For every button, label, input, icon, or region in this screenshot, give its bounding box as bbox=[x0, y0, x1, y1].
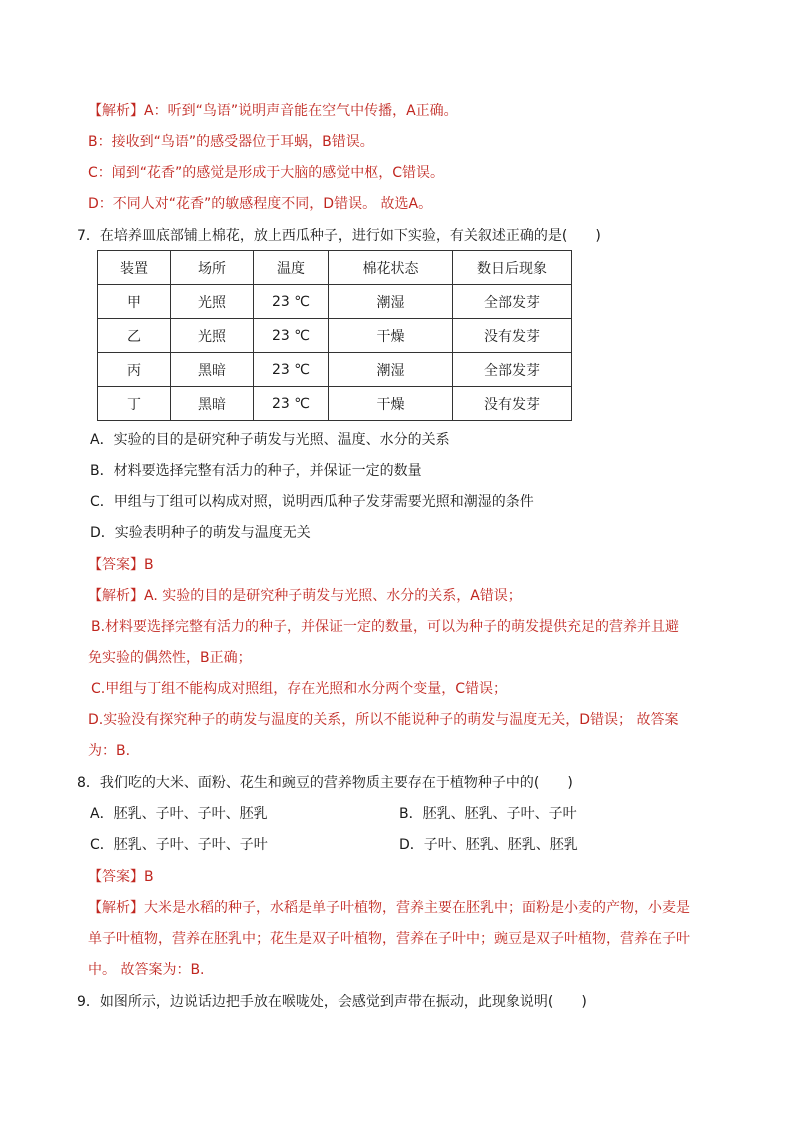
table-cell: 丙 bbox=[98, 353, 171, 387]
table-cell: 黑暗 bbox=[171, 353, 254, 387]
q7-analysis-line: 【解析】A. 实验的目的是研究种子萌发与光照、水分的关系，A错误； bbox=[88, 588, 522, 604]
table-cell: 23 ℃ bbox=[254, 353, 329, 387]
answer-label: 【答案】 bbox=[88, 869, 144, 885]
q8-analysis-line: 单子叶植物，营养在胚乳中；花生是双子叶植物，营养在子叶中；豌豆是双子叶植物，营养在子叶 bbox=[88, 931, 690, 947]
q8-option-c: C．胚乳、子叶、子叶、子叶 bbox=[90, 837, 268, 853]
q7-analysis-line: C.甲组与丁组不能构成对照组，存在光照和水分两个变量，C错误； bbox=[91, 681, 507, 697]
q6-analysis-b: B：接收到“鸟语”的感受器位于耳蜗，B错误。 bbox=[88, 134, 374, 150]
q7-option-d: D．实验表明种子的萌发与温度无关 bbox=[90, 525, 311, 541]
table-header-cell: 场所 bbox=[171, 251, 254, 285]
table-cell: 光照 bbox=[171, 285, 254, 319]
answer-value: B bbox=[144, 557, 154, 573]
table-cell: 乙 bbox=[98, 319, 171, 353]
q8-analysis-line: 【解析】大米是水稻的种子，水稻是单子叶植物，营养主要在胚乳中；面粉是小麦的产物，小麦是 bbox=[88, 900, 690, 916]
q7-analysis-line: B.材料要选择完整有活力的种子，并保证一定的数量，可以为种子的萌发提供充足的营养并且避 bbox=[91, 619, 680, 635]
table-cell: 23 ℃ bbox=[254, 387, 329, 421]
table-cell: 全部发芽 bbox=[453, 353, 572, 387]
q7-option-a: A．实验的目的是研究种子萌发与光照、温度、水分的关系 bbox=[90, 432, 450, 448]
q8-answer bbox=[88, 867, 154, 887]
table-header-cell: 棉花状态 bbox=[329, 251, 453, 285]
analysis-label: 【解析】 bbox=[88, 103, 144, 119]
q7-analysis-line: 免实验的偶然性，B正确； bbox=[88, 650, 252, 666]
q7-option-b: B．材料要选择完整有活力的种子，并保证一定的数量 bbox=[90, 463, 422, 479]
table-cell: 没有发芽 bbox=[453, 387, 572, 421]
table-cell: 黑暗 bbox=[171, 387, 254, 421]
q6-analysis-a: 【解析】A：听到“鸟语”说明声音能在空气中传播，A正确。 bbox=[88, 103, 458, 119]
table-header-cell: 数日后现象 bbox=[453, 251, 572, 285]
table-cell: 23 ℃ bbox=[254, 319, 329, 353]
table-row bbox=[98, 319, 572, 353]
analysis-label: 【解析】 bbox=[88, 588, 144, 604]
table-cell: 光照 bbox=[171, 319, 254, 353]
q7-answer bbox=[88, 555, 154, 575]
q8-option-d: D．子叶、胚乳、胚乳、胚乳 bbox=[399, 837, 578, 853]
q6-analysis-c: C：闻到“花香”的感觉是形成于大脑的感觉中枢，C错误。 bbox=[88, 165, 445, 181]
analysis-label: 【解析】 bbox=[88, 900, 144, 916]
answer-value: B bbox=[144, 869, 154, 885]
q8-analysis-line: 中。 故答案为：B. bbox=[88, 962, 205, 978]
table-cell: 没有发芽 bbox=[453, 319, 572, 353]
table-cell: 潮湿 bbox=[329, 353, 453, 387]
table-cell: 干燥 bbox=[329, 319, 453, 353]
table-row bbox=[98, 353, 572, 387]
table-cell: 干燥 bbox=[329, 387, 453, 421]
q6-analysis-d: D：不同人对“花香”的敏感程度不同，D错误。 故选A。 bbox=[88, 196, 433, 212]
q8-option-b: B．胚乳、胚乳、子叶、子叶 bbox=[399, 806, 577, 822]
experiment-table bbox=[97, 250, 572, 421]
table-cell: 丁 bbox=[98, 387, 171, 421]
table-row bbox=[98, 387, 572, 421]
answer-label: 【答案】 bbox=[88, 557, 144, 573]
table-cell: 全部发芽 bbox=[453, 285, 572, 319]
table-cell: 23 ℃ bbox=[254, 285, 329, 319]
table-header-cell: 温度 bbox=[254, 251, 329, 285]
q7-stem: 7．在培养皿底部铺上棉花，放上西瓜种子，进行如下实验，有关叙述正确的是( ) bbox=[77, 228, 601, 244]
q7-option-c: C．甲组与丁组可以构成对照，说明西瓜种子发芽需要光照和潮湿的条件 bbox=[90, 494, 534, 510]
q7-analysis-line: D.实验没有探究种子的萌发与温度的关系，所以不能说种子的萌发与温度无关，D错误； 故答案 bbox=[88, 712, 679, 728]
q7-analysis-line: 为：B. bbox=[88, 743, 131, 759]
q8-option-a: A．胚乳、子叶、子叶、胚乳 bbox=[90, 806, 268, 822]
q9-stem: 9．如图所示，边说话边把手放在喉咙处，会感觉到声带在振动，此现象说明( ) bbox=[77, 994, 587, 1010]
table-cell: 甲 bbox=[98, 285, 171, 319]
table-header-row bbox=[98, 251, 572, 285]
table-cell: 潮湿 bbox=[329, 285, 453, 319]
q8-stem: 8．我们吃的大米、面粉、花生和豌豆的营养物质主要存在于植物种子中的( ) bbox=[77, 775, 573, 791]
table-header-cell: 装置 bbox=[98, 251, 171, 285]
table-row bbox=[98, 285, 572, 319]
